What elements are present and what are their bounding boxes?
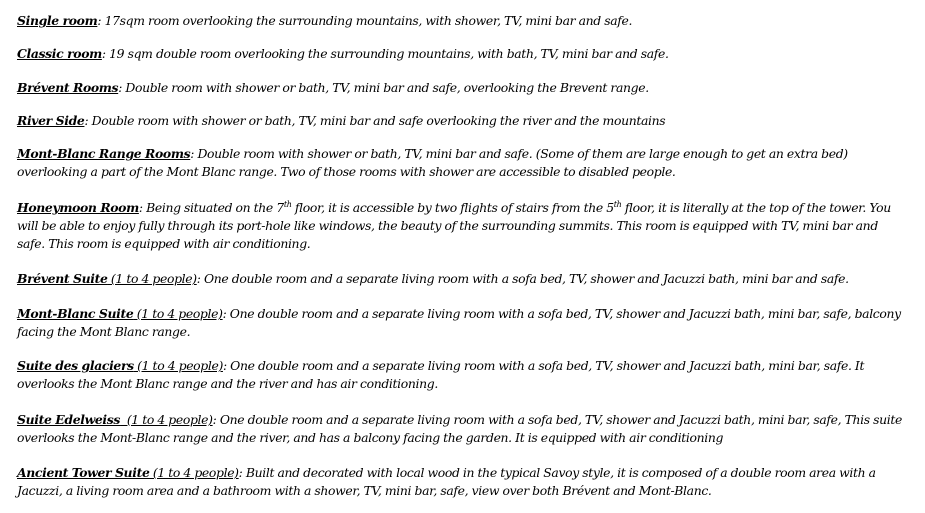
room-entry-honeymoon-room	[17, 199, 907, 253]
room-name: Classic room	[17, 46, 102, 61]
room-description: Double room with shower or bath, TV, mini bar and safe overlooking the river and the mountains	[88, 113, 666, 128]
occupancy-note: (1 to 4 people)	[149, 465, 239, 480]
room-description-part: floor, it is literally at the top of the tower. You will be able to enjoy fully through its port-hole like windows, the beauty of the surrounding summits. This room is equipped with TV, mini bar and safe. This room is equipped with air conditioning.	[17, 200, 891, 251]
room-name: Mont-Blanc Range Rooms	[17, 146, 191, 161]
room-name-separator: :	[190, 146, 195, 161]
room-name-separator: :	[212, 412, 217, 427]
occupancy-note: (1 to 4 people)	[133, 358, 223, 373]
room-description: Built and decorated with local wood in the typical Savoy style, it is composed of a double room area with a Jacuzzi, a living room area and a bathroom with a shower, TV, mini bar, safe, view over both Brévent and Mont-Blanc.	[17, 465, 876, 498]
room-name: Brévent Rooms	[17, 80, 119, 95]
room-name: Ancient Tower Suite	[17, 465, 150, 480]
room-description: 19 sqm double room overlooking the surrounding mountains, with bath, TV, mini bar and safe.	[105, 46, 669, 61]
room-entry-ancient-tower-suite	[17, 464, 907, 500]
room-name: Single room	[17, 13, 98, 28]
occupancy-note: (1 to 4 people)	[120, 412, 213, 427]
room-entry-classic-room	[17, 45, 907, 63]
occupancy-note: (1 to 4 people)	[107, 271, 197, 286]
room-entry-mont-blanc-range-rooms	[17, 145, 907, 181]
room-description: Double room with shower or bath, TV, mini bar and safe, overlooking the Brevent range.	[122, 80, 649, 95]
room-entry-brevent-rooms	[17, 79, 907, 97]
room-name-separator: :	[84, 113, 89, 128]
room-description: One double room and a separate living room with a sofa bed, TV, shower and Jacuzzi bath, mini bar, safe, balcony facing the Mont Blanc range.	[17, 306, 901, 339]
room-name: Brévent Suite	[17, 271, 108, 286]
room-name-separator: :	[222, 306, 227, 321]
room-name-separator: :	[196, 271, 201, 286]
room-name-separator: :	[238, 465, 243, 480]
room-entry-river-side	[17, 112, 907, 130]
room-entry-single-room	[17, 12, 907, 30]
room-name-separator: :	[118, 80, 123, 95]
room-description: One double room and a separate living room with a sofa bed, TV, shower and Jacuzzi bath, mini bar and safe.	[200, 271, 849, 286]
room-entry-mont-blanc-suite	[17, 305, 907, 341]
room-description: Double room with shower or bath, TV, mini bar and safe. (Some of them are large enough to get an extra bed) overlooking a part of the Mont Blanc range. Two of those rooms with shower are accessible to disabled people.	[17, 146, 848, 179]
room-description-part: Being situated on the 7	[142, 200, 284, 215]
ordinal-suffix: th	[283, 200, 292, 209]
room-name: Suite Edelweiss	[17, 412, 121, 427]
room-name-separator: :	[101, 46, 106, 61]
room-description-part: floor, it is accessible by two flights of stairs from the 5	[291, 200, 614, 215]
room-entry-suite-des-glaciers	[17, 357, 907, 393]
ordinal-suffix: th	[613, 200, 622, 209]
room-name: River Side	[17, 113, 85, 128]
occupancy-note: (1 to 4 people)	[133, 306, 223, 321]
room-name-separator: :	[97, 13, 102, 28]
room-entry-brevent-suite	[17, 270, 907, 288]
room-name: Mont-Blanc Suite	[17, 306, 134, 321]
room-entry-suite-edelweiss	[17, 411, 907, 447]
room-description: 17sqm room overlooking the surrounding mountains, with shower, TV, mini bar and safe.	[101, 13, 633, 28]
room-name-separator: :	[222, 358, 227, 373]
room-name: Suite des glaciers	[17, 358, 134, 373]
room-name-separator: :	[138, 200, 143, 215]
room-name: Honeymoon Room	[17, 200, 139, 215]
room-description: One double room and a separate living room with a sofa bed, TV, shower and Jacuzzi bath, mini bar, safe. It overlooks the Mont Blanc range and the river and has air conditioning.	[17, 358, 865, 391]
room-description: One double room and a separate living room with a sofa bed, TV, shower and Jacuzzi bath, mini bar, safe, This suite overlooks the Mont-Blanc range and the river, and has a balcony facing the garden. It is equipped with air conditioning	[17, 412, 903, 445]
